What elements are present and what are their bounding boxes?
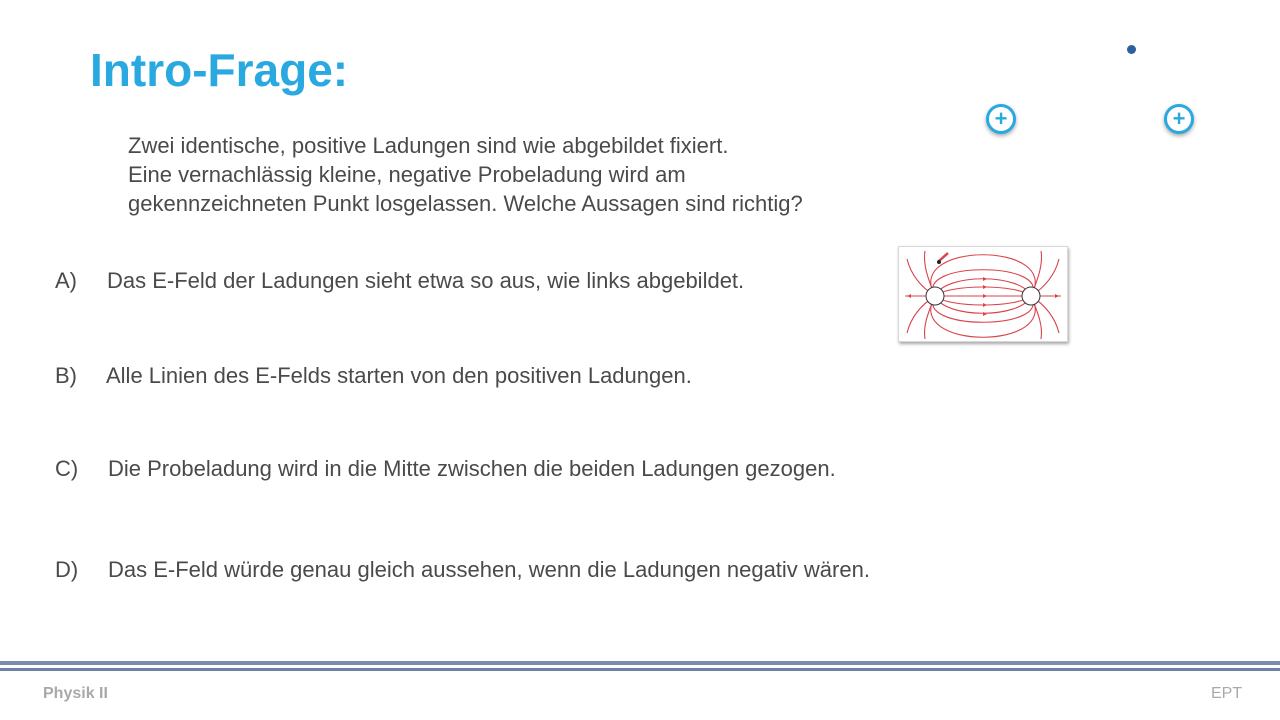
slide-title: Intro-Frage: (90, 44, 349, 96)
intro-line: Zwei identische, positive Ladungen sind wie abgebildet fixiert. (128, 133, 729, 158)
field-arrow (983, 285, 987, 289)
e-field-image (898, 246, 1068, 342)
charge-circle (1022, 287, 1040, 305)
intro-line: gekennzeichneten Punkt losgelassen. Welche Aussagen sind richtig? (128, 191, 803, 216)
answer-letter: A) (55, 268, 77, 293)
positive-charge-left (986, 104, 1016, 134)
intro-question (128, 131, 928, 218)
field-arrow (907, 294, 911, 298)
answer-letter: C) (55, 456, 79, 481)
field-arrow (1055, 294, 1059, 298)
footer-course-name: Physik II (43, 685, 108, 702)
plus-sign: + (994, 106, 1008, 131)
answer-text: Das E-Feld der Ladungen sieht etwa so aus, wie links abgebildet. (107, 268, 745, 293)
footer-rule-top (0, 661, 1280, 665)
answer-letter: D) (55, 557, 79, 582)
charge-circle (926, 287, 944, 305)
answer-a (55, 267, 744, 295)
positive-charge-right (1164, 104, 1194, 134)
probe-trace (939, 253, 948, 261)
field-arrow (983, 312, 987, 316)
footer-rule-bottom (0, 668, 1280, 671)
answer-text: Alle Linien des E-Felds starten von den positiven Ladungen. (106, 363, 692, 388)
probe-charge-dot (1127, 45, 1136, 54)
answer-letter: B) (55, 363, 77, 388)
footer-institute: EPT (1211, 685, 1243, 702)
field-arrow (983, 294, 987, 298)
plus-sign: + (1172, 106, 1186, 131)
probe-point (937, 260, 941, 264)
e-field-diagram (899, 247, 1067, 341)
field-line (933, 296, 1034, 322)
answer-c (55, 455, 836, 483)
answer-b (55, 362, 692, 390)
answer-text: Die Probeladung wird in die Mitte zwischen die beiden Ladungen gezogen. (108, 456, 836, 481)
field-arrow (983, 303, 987, 307)
answer-d (55, 556, 870, 584)
answer-text: Das E-Feld würde genau gleich aussehen, wenn die Ladungen negativ wären. (108, 557, 870, 582)
intro-line: Eine vernachlässig kleine, negative Probeladung wird am (128, 162, 686, 187)
field-arrow (983, 277, 987, 281)
field-line (933, 270, 1034, 296)
